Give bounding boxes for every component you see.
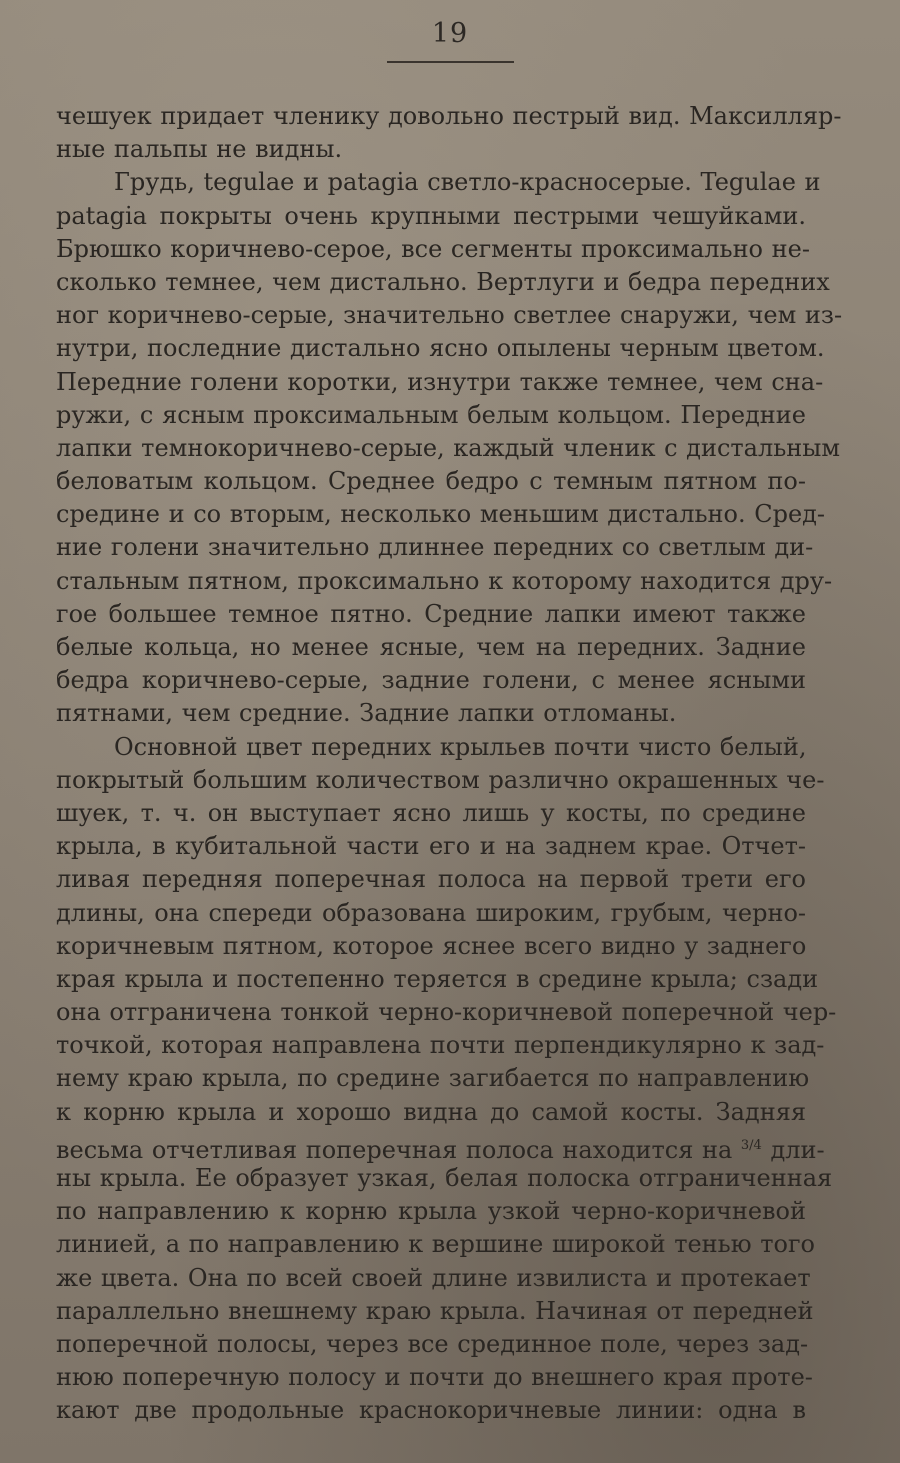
text-line: длины, она спереди образована широким, грубым, черно- bbox=[56, 898, 806, 927]
text-line: стальным пятном, проксимально к которому находится дру- bbox=[56, 566, 833, 595]
text-line: точкой, которая направлена почти перпендикулярно к зад- bbox=[56, 1031, 825, 1060]
body-text bbox=[56, 100, 843, 1428]
text-line: чешуек придает членику довольно пестрый вид. Максилляр- bbox=[56, 102, 842, 130]
text-line: беловатым кольцом. Среднее бедро с темным пятном по- bbox=[56, 467, 806, 496]
header-rule bbox=[387, 61, 514, 63]
text-line-end: дли- bbox=[770, 1135, 825, 1164]
text-line-start: весьма отчетливая поперечная полоса находится на bbox=[56, 1135, 733, 1164]
text-line: крыла, в кубитальной части его и на заднем крае. Отчет- bbox=[56, 832, 806, 861]
text-line: по направлению к корню крыла узкой черно-коричневой bbox=[56, 1197, 806, 1226]
text-line: поперечной полосы, через все срединное поле, через зад- bbox=[56, 1329, 809, 1358]
text-line: patagia покрыты очень крупными пестрыми чешуйками. bbox=[56, 201, 806, 230]
text-line: ные пальпы не видны. bbox=[56, 135, 343, 164]
text-line: параллельно внешнему краю крыла. Начиная от передней bbox=[56, 1296, 814, 1325]
text-line: края крыла и постепенно теряется в средине крыла; сзади bbox=[56, 964, 819, 993]
page-number: 19 bbox=[431, 18, 469, 49]
text-line: коричневым пятном, которое яснее всего видно у заднего bbox=[56, 931, 807, 960]
text-line: лапки темнокоричнево-серые, каждый членик с дистальным bbox=[56, 433, 841, 462]
text-line: белые кольца, но менее ясные, чем на передних. Задние bbox=[56, 633, 806, 661]
text-line: ние голени значительно длиннее передних со светлым ди- bbox=[56, 533, 814, 562]
text-line: линией, а по направлению к вершине широкой тенью того bbox=[56, 1230, 816, 1259]
text-line: же цвета. Она по всей своей длине извилиста и протекает bbox=[56, 1263, 811, 1292]
text-line-fraction bbox=[56, 1129, 825, 1164]
text-line: сколько темнее, чем дистально. Вертлуги и бедра передних bbox=[56, 267, 830, 296]
text-line: Передние голени коротки, изнутри также темнее, чем сна- bbox=[56, 367, 824, 396]
text-line: нутри, последние дистально ясно опылены черным цветом. bbox=[56, 334, 825, 363]
text-line: Грудь, tegulae и patagia светло-красносерые. Tegulae и bbox=[114, 168, 821, 197]
fraction-superscript: 3/4 bbox=[740, 1137, 762, 1153]
text-line: шуек, т. ч. он выступает ясно лишь у косты, по средине bbox=[56, 798, 806, 827]
text-line: средине и со вторым, несколько меньшим дистально. Сред- bbox=[56, 500, 826, 529]
text-line: ны крыла. Ее образует узкая, белая полоска отграниченная bbox=[56, 1164, 833, 1192]
text-line: покрытый большим количеством различно окрашенных че- bbox=[56, 765, 825, 794]
text-line: Брюшко коричнево-серое, все сегменты проксимально не- bbox=[56, 234, 810, 263]
text-line: Основной цвет передних крыльев почти чисто белый, bbox=[114, 732, 807, 761]
text-line: пятнами, чем средние. Задние лапки отломаны. bbox=[56, 699, 677, 728]
text-line: нему краю крыла, по средине загибается по направлению bbox=[56, 1064, 810, 1093]
text-line: она отграничена тонкой черно-коричневой поперечной чер- bbox=[56, 998, 837, 1027]
text-line: гое большее темное пятно. Средние лапки имеют также bbox=[56, 599, 806, 628]
text-line: нюю поперечную полосу и почти до внешнего края проте- bbox=[56, 1363, 813, 1392]
text-line: кают две продольные краснокоричневые линии: одна в bbox=[56, 1396, 806, 1425]
text-line: бедра коричнево-серые, задние голени, с менее ясными bbox=[56, 666, 806, 695]
text-line: ружи, с ясным проксимальным белым кольцом. Передние bbox=[56, 400, 806, 429]
text-line: ног коричнево-серые, значительно светлее снаружи, чем из- bbox=[56, 301, 843, 330]
text-line: к корню крыла и хорошо видна до самой косты. Задняя bbox=[56, 1097, 806, 1126]
text-line: ливая передняя поперечная полоса на первой трети его bbox=[56, 865, 806, 894]
